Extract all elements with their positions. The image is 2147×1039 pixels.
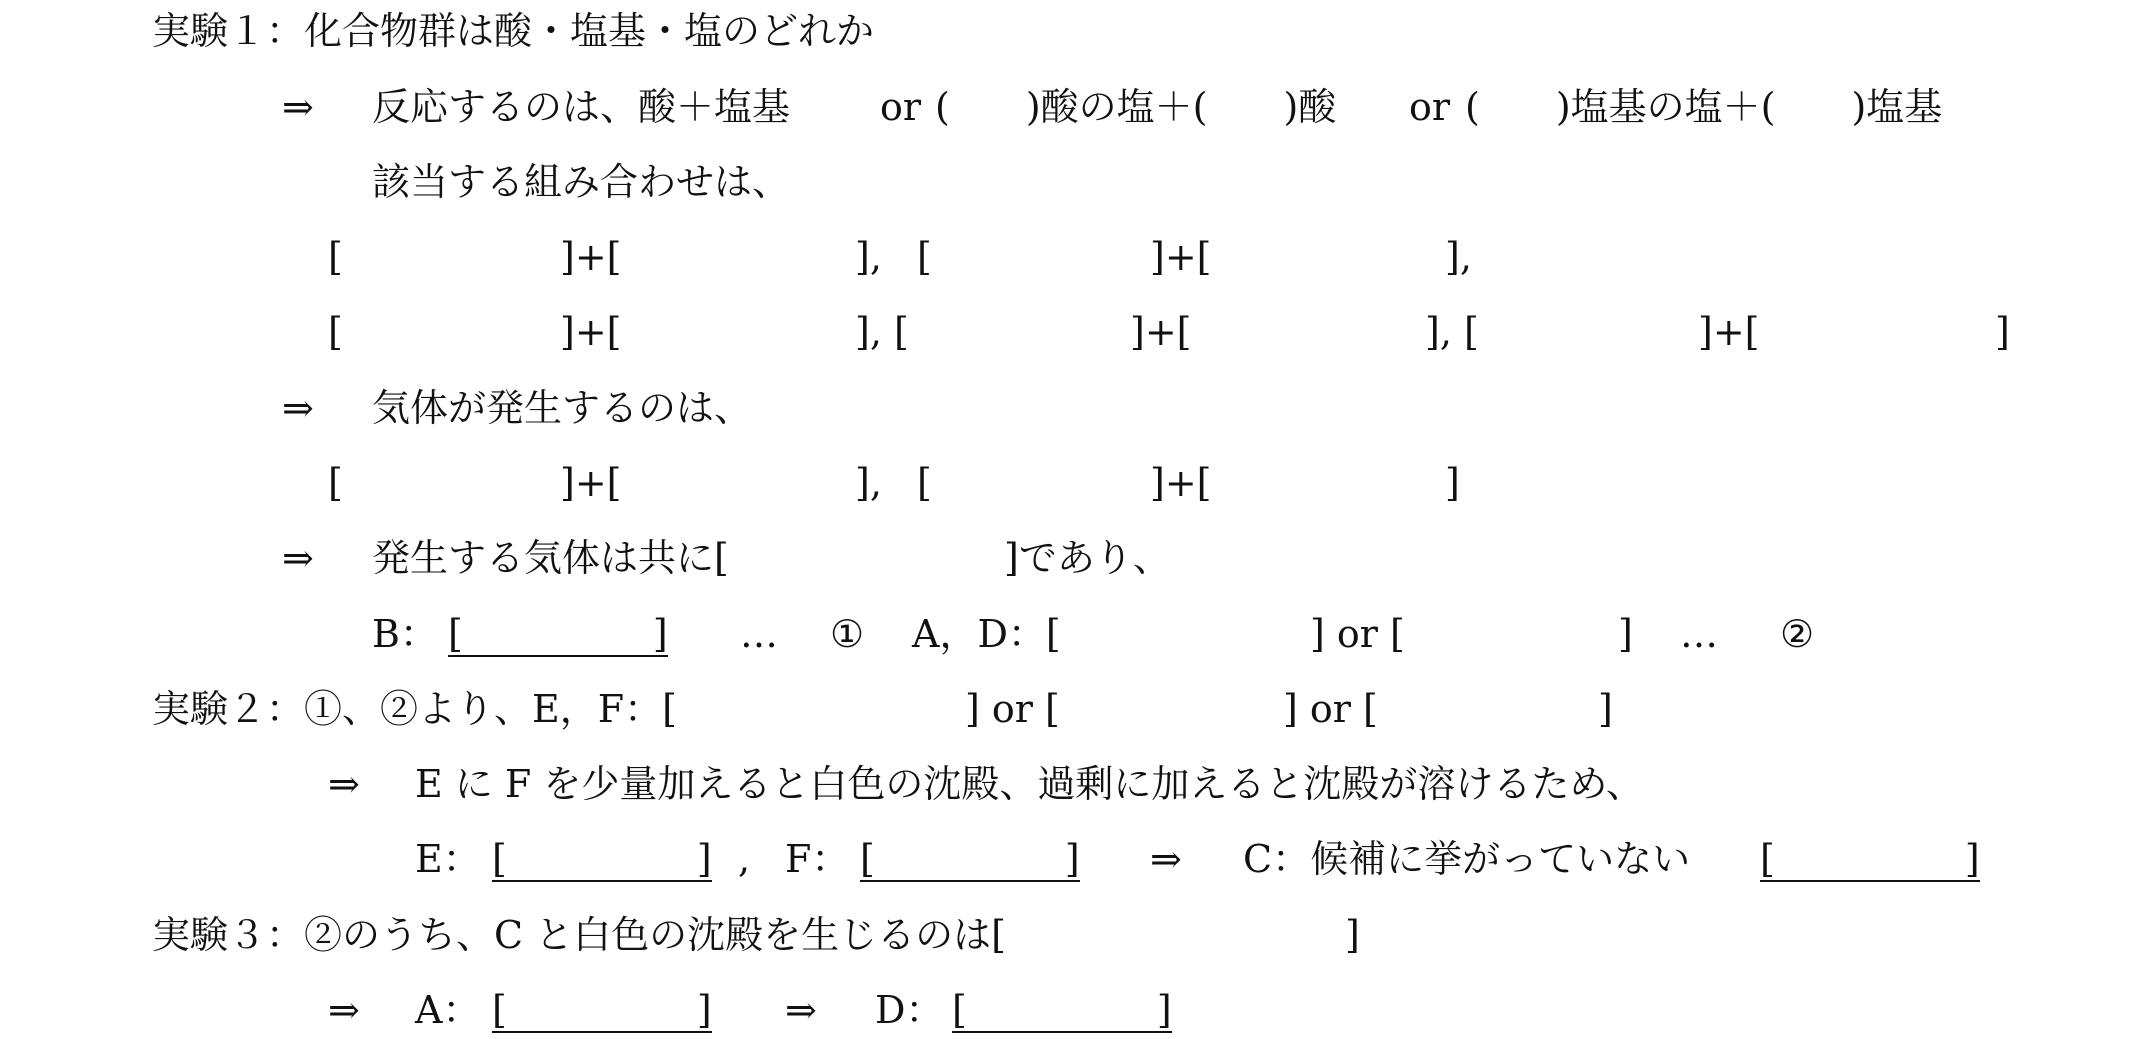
bracket-plus: ]+[	[560, 310, 622, 354]
base-salt-pair: ( )塩基の塩＋( )塩基	[1465, 85, 1943, 129]
or-bracket: ] or [	[965, 687, 1060, 731]
exp3-heading: 実験３：②のうち、C と白色の沈殿を生じるのは[	[152, 913, 1006, 957]
bracket-close: ],	[1445, 235, 1472, 279]
d-answer-blank[interactable]: [ ]	[952, 985, 1172, 1033]
arrow-icon: ⇒	[785, 988, 817, 1032]
bracket-close: ]	[1618, 612, 1633, 656]
bracket-plus: ]+[	[1150, 235, 1212, 279]
ellipsis: …	[1680, 612, 1718, 656]
comma: ,	[738, 837, 751, 881]
bracket-plus: ]+[	[560, 235, 622, 279]
ellipsis: …	[740, 612, 778, 656]
f-label: F：	[785, 837, 850, 881]
bracket-close: ],	[855, 235, 882, 279]
exp1-heading: 実験１：化合物群は酸・塩基・塩のどれか	[152, 9, 875, 53]
bracket-close: ]	[1445, 461, 1460, 505]
or-text: or	[1409, 85, 1451, 129]
acid-salt-pair: ( )酸の塩＋( )酸	[935, 85, 1337, 129]
a-answer-blank[interactable]: [ ]	[492, 985, 712, 1033]
or-bracket: ] or [	[1310, 612, 1405, 656]
e-label: E：	[415, 837, 481, 881]
arrow-icon: ⇒	[328, 762, 360, 806]
arrow-icon: ⇒	[282, 536, 314, 580]
bracket-close-open: ], [	[855, 310, 909, 354]
bracket-open: [	[328, 235, 343, 279]
gas-same-text: 発生する気体は共に[	[372, 536, 729, 580]
bracket-plus: ]+[	[1130, 310, 1192, 354]
gas-same-after: ]であり、	[1004, 536, 1171, 580]
arrow-icon: ⇒	[1150, 837, 1182, 881]
circle-one-mark: ①	[830, 612, 865, 656]
combination-text: 該当する組み合わせは、	[372, 160, 791, 204]
bracket-open: [	[917, 461, 932, 505]
or-bracket: ] or [	[1283, 687, 1378, 731]
b-label: B：	[372, 612, 438, 656]
exp2-heading: 実験２：①、②より、E，F：[	[152, 687, 677, 731]
bracket-open: [	[917, 235, 932, 279]
bracket-plus: ]+[	[560, 461, 622, 505]
e-answer-blank[interactable]: [ ]	[492, 834, 712, 882]
or-text: or	[880, 85, 922, 129]
bracket-plus: ]+[	[1698, 310, 1760, 354]
bracket-close: ]	[1995, 310, 2010, 354]
arrow-icon: ⇒	[282, 386, 314, 430]
bracket-open: [	[328, 461, 343, 505]
c-answer-blank[interactable]: [ ]	[1760, 834, 1980, 882]
bracket-close: ]	[1598, 687, 1613, 731]
c-label: C：候補に挙がっていない	[1243, 837, 1691, 881]
ad-label: A，D：[	[912, 612, 1061, 656]
bracket-plus: ]+[	[1150, 461, 1212, 505]
arrow-icon: ⇒	[282, 85, 314, 129]
bracket-close: ]	[1345, 913, 1360, 957]
f-answer-blank[interactable]: [ ]	[860, 834, 1080, 882]
observation-text: E に F を少量加えると白色の沈殿、過剰に加えると沈殿が溶けるため、	[415, 762, 1644, 806]
circle-two-mark: ②	[1780, 612, 1815, 656]
d-label: D：	[875, 988, 944, 1032]
gas-intro-text: 気体が発生するのは、	[372, 386, 753, 430]
arrow-icon: ⇒	[328, 988, 360, 1032]
bracket-open: [	[328, 310, 343, 354]
bracket-close-open: ], [	[1425, 310, 1479, 354]
b-answer-blank[interactable]: [ ]	[448, 609, 668, 657]
a-label: A：	[415, 988, 481, 1032]
reaction-text: 反応するのは、酸＋塩基	[372, 85, 791, 129]
bracket-close: ],	[855, 461, 882, 505]
